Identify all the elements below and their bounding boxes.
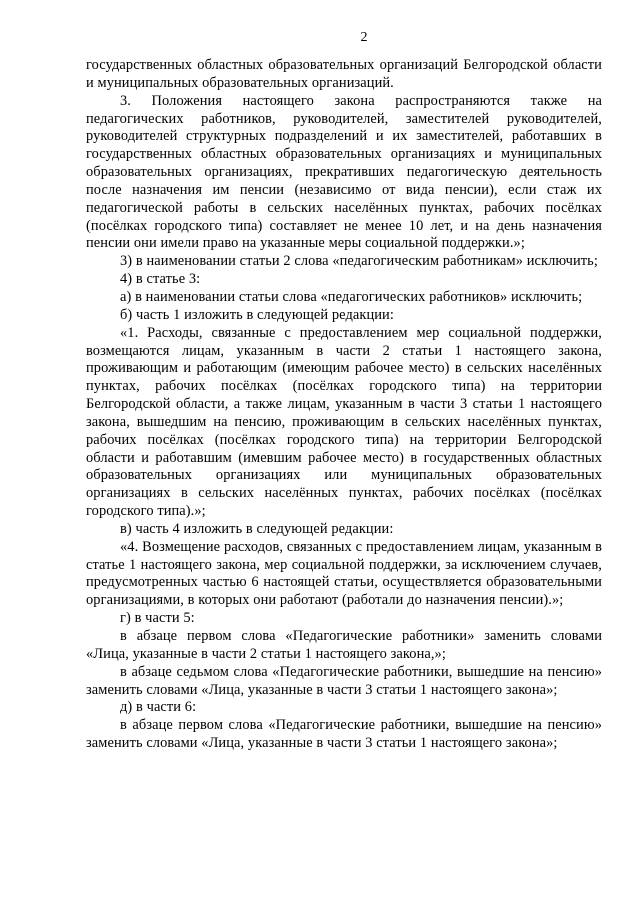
document-body — [86, 57, 602, 753]
paragraph: д) в части 6: — [120, 699, 197, 716]
paragraph: в абзаце первом слова «Педагогические работники, вышедшие на пенсию» заменить словами «Лица, указанные в части 3 статьи 1 настоящего закона»; — [86, 717, 602, 752]
paragraph: в) часть 4 изложить в следующей редакции: — [120, 520, 394, 537]
paragraph: в абзаце седьмом слова «Педагогические работники, вышедшие на пенсию» заменить словами «Лица, указанные в части 3 статьи 1 настоящего закона»; — [86, 663, 602, 698]
page-number: 2 — [360, 30, 368, 45]
paragraph: государственных областных образовательных организаций Белгородской области и муниципальных образовательных организаций. — [86, 57, 602, 91]
paragraph: 3) в наименовании статьи 2 слова «педагогическим работникам» исключить; — [120, 253, 598, 270]
paragraph: 4) в статье 3: — [120, 271, 201, 288]
paragraph: б) часть 1 изложить в следующей редакции: — [120, 306, 394, 323]
paragraph: г) в части 5: — [120, 610, 195, 627]
paragraph: 3. Положения настоящего закона распространяются также на педагогических работников, руководителей, заместителей руководителей, руководителей структурных подразделений и их заместителей, работавших в государственных областных образовательных организациях и муниципальных образовательных организациях, прекративших педагогическую деятельность после назначения им пенсии (независимо от вида пенсии), если стаж их педагогической работы в сельских населённых пунктах, рабочих посёлках (посёлках городского типа) составляет не менее 10 лет, и на день назначения пенсии они имели право на указанные меры социальной поддержки.»; — [86, 92, 602, 252]
paragraph: «4. Возмещение расходов, связанных с предоставлением лицам, указанным в статье 1 настоящего закона, мер социальной поддержки, за исключением случаев, предусмотренных частью 6 настоящей статьи, осуществляется образовательными организациями, в которых они работают (работали до назначения пенсии).»; — [86, 538, 602, 609]
paragraph: «1. Расходы, связанные с предоставлением мер социальной поддержки, возмещаются лицам, указанным в части 2 статьи 1 настоящего закона, проживающим и работающим (имеющим рабочее место) в сельских населённых пунктах, рабочих посёлках (посёлках городского типа) на территории Белгородской области, а также лицам, указанным в части 3 статьи 1 настоящего закона, вышедшим на пенсию, проживающим в сельских населённых пунктах, рабочих посёлках (посёлках городского типа) на территории Белгородской области и работавшим (имевшим рабочее место) в государственных областных образовательных организациях или муниципальных образовательных организациях в сельских населённых пунктах, рабочих посёлках (посёлках городского типа).»; — [86, 324, 602, 520]
paragraph: а) в наименовании статьи слова «педагогических работников» исключить; — [120, 288, 583, 305]
paragraph: в абзаце первом слова «Педагогические работники» заменить словами «Лица, указанные в части 2 статьи 1 настоящего закона,»; — [86, 628, 602, 662]
